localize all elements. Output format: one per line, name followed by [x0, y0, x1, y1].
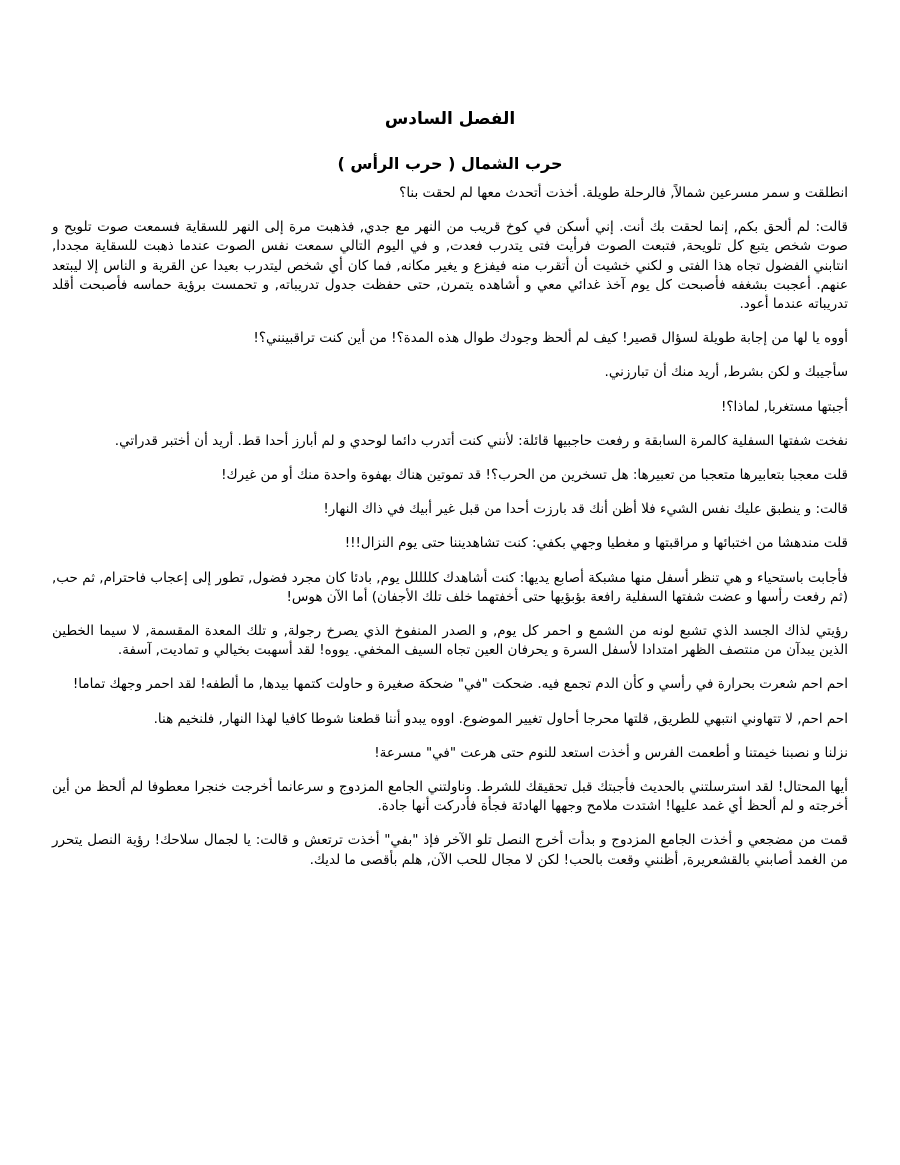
paragraph: فأجابت باستحياء و هي تنظر أسفل منها مشبكة أصابع يديها: كنت أشاهدك كللللل يوم, بادئا كان مجرد فضول, تطور إلى إعجاب فاحترام, ثم حب, (ثم رفعت رأسها و عضت شفتها السفلية رافعة بؤبؤيها حتى أخفتهما خلف تلك الأجفان) أما الآن هوس! [52, 569, 848, 605]
chapter-subtitle: حرب الشمال ( حرب الرأس ) [337, 154, 563, 173]
paragraph: أيها المحتال! لقد استرسلتني بالحديث فأجبتك قبل تحقيقك للشرط. وناولتني الجامع المزدوج و سرعانما أخرجت خنجرا معطوفا لم ألحظ من أين أخرجته و لم ألحظ أي غمد عليها! اشتدت ملامح وجهها الهادئة فجأة فأدركت أنها جادة. [52, 779, 848, 815]
paragraph: انطلقت و سمر مسرعين شمالاً, فالرحلة طويلة. أخذت أتحدث معها لم لحقت بنا؟ [399, 185, 848, 201]
paragraph: احم احم, لا تتهاوني انتبهي للطريق, قلتها محرجا أحاول تغيير الموضوع. اووه يبدو أننا قطعنا شوطا كافيا لهذا النهار, فلنخيم هنا. [153, 710, 848, 727]
paragraph: قمت من مضجعي و أخذت الجامع المزدوج و بدأت أخرج النصل تلو الآخر فإذ "بفي" أخذت ترتعش و قالت: يا لجمال سلاحك! رؤية النصل يتحرر من الغمد أصابني بالقشعريرة, أظنني وقعت بالحب! لكن لا مجال للحب الآن, هلم بأقصى ما لديك. [52, 832, 848, 868]
paragraph: أووه يا لها من إجابة طويلة لسؤال قصير! كيف لم ألحظ وجودك طوال هذه المدة؟! من أين كنت تراقبينني؟! [253, 330, 848, 347]
paragraph: رؤيتي لذاك الجسد الذي تشبع لونه من الشمع و احمر كل يوم, و الصدر المنفوخ الذي يصرخ رجولة, و تلك المعدة المقسمة, لا سيما الخطين الذين يبدآن من منتصف الظهر امتدادا لأسفل السرة و يحرفان العين تجاه السيف المخفي. يووه! لقد أسهبت بخيالي و تماديت, آسفة. [52, 623, 848, 659]
chapter-title: الفصل السادس [384, 109, 516, 129]
paragraph: نفخت شفتها السفلية كالمرة السابقة و رفعت حاجبيها قائلة: لأنني كنت أتدرب دائما لوحدي و لم أبارز أحدا قط. أريد أن أختبر قدراتي. [114, 432, 848, 449]
paragraph: قالت: لم ألحق بكم, إنما لحقت بك أنت. إني أسكن في كوخ قريب من النهر مع جدي, فذهبت مرة إلى النهر للسقاية فسمعت صوت تلويح و صوت شخص يتبع كل تلويحة, فتبعت الصوت فرأيت فتى يتدرب فعدت, و في اليوم التالي سمعت نفس الصوت عندما ذهبت للسقاية مجددا, انتابني الفضول تجاه هذا الفتى و لكني خشيت أن أتقرب منه فيفزع و يغير مكانه, فما كان أي شخص ليتدرب بعيدا عن القرية و الناس إلا ليبتعد عنهم. أعجبت بشغفه فأصبحت كل يوم آخذ غدائي معي و أشاهده يتمرن, حتى حفظت جدول تدريباته, و تحمست برؤية حماسه فأصبحت أقلد تدريباته عندما أعود. [52, 219, 848, 313]
paragraph: احم احم شعرت بحرارة في رأسي و كأن الدم تجمع فيه. ضحكت "في" ضحكة صغيرة و حاولت كتمها بيدها, ما ألطفه! لقد احمر وجهك تماما! [72, 676, 848, 693]
paragraph: سأجيبك و لكن بشرط, أريد منك أن تبارزني. [604, 364, 848, 381]
paragraph: قلت معجبا بتعابيرها متعجبا من تعبيرها: هل تسخرين من الحرب؟! قد تموتين هناك بهفوة واحدة منك أو من غيرك! [221, 467, 848, 484]
paragraph: قلت مندهشا من اختبائها و مراقبتها و مغطيا وجهي بكفي: كنت تشاهديننا حتى يوم النزال!!! [344, 535, 848, 552]
paragraph: قالت: و ينطبق عليك نفس الشيء فلا أظن أنك قد بارزت أحدا من قبل غير أبيك في ذاك النهار! [323, 501, 848, 518]
paragraph: أجبتها مستغربا, لماذا؟! [720, 398, 848, 415]
paragraph: نزلنا و نصبنا خيمتنا و أطعمت الفرس و أخذت استعد للنوم حتى هرعت "في" مسرعة! [374, 744, 848, 761]
document-content [52, 108, 848, 870]
